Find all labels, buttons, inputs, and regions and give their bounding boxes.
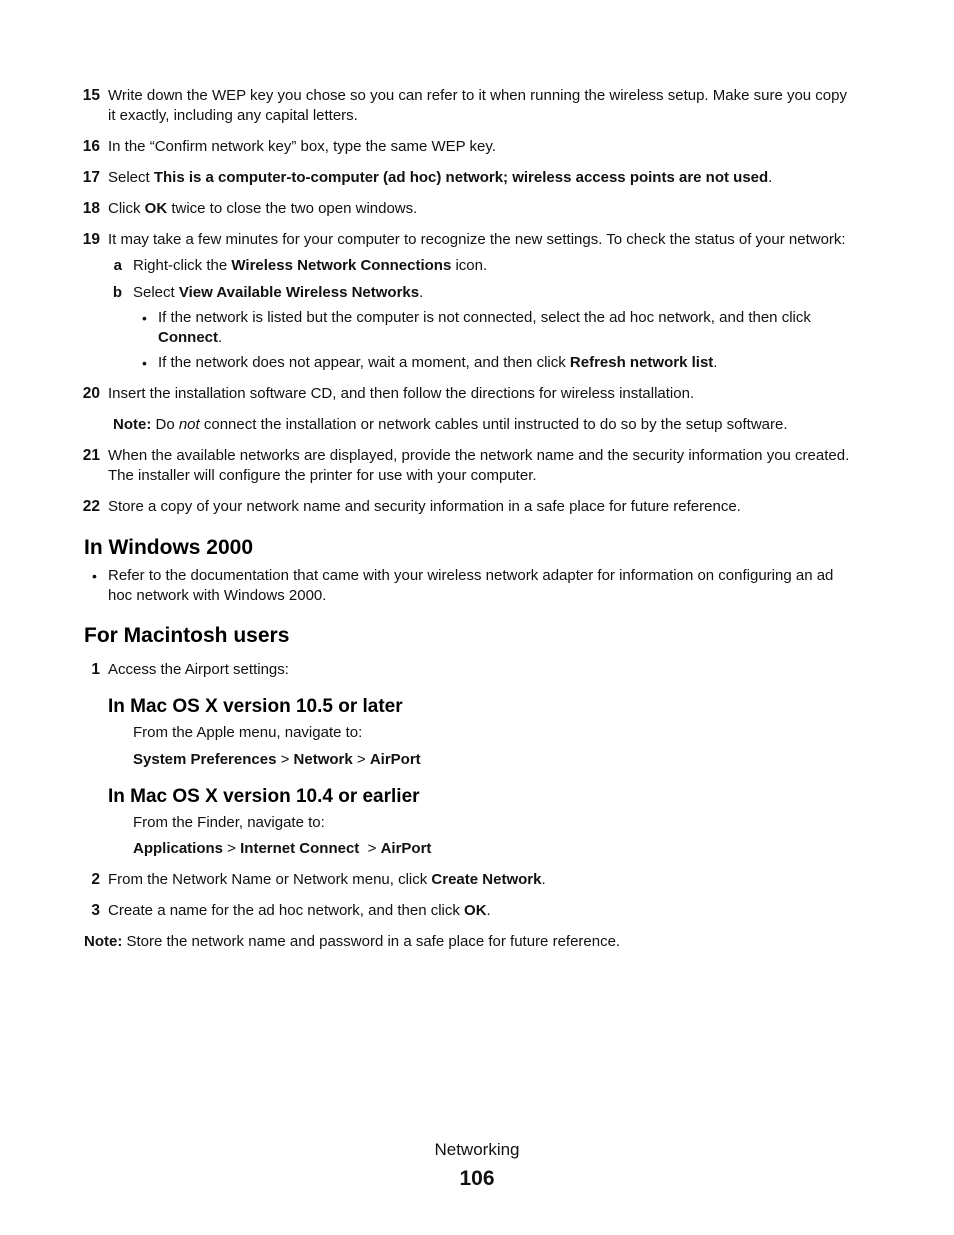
text-run: Store the network name and password in a safe place for future reference. xyxy=(122,933,621,950)
bullet-text xyxy=(158,353,858,373)
text-run: If the network is listed but the computer is not connected, select the ad hoc network, and then click xyxy=(158,309,811,326)
text-run: From the Network Name or Network menu, click xyxy=(108,871,432,888)
step-number: 2 xyxy=(91,871,100,888)
text-run: Refer to the documentation that came with your wireless network adapter for information on configuring an ad xyxy=(108,567,834,584)
step-text: In the “Confirm network key” box, type the same WEP key. xyxy=(108,138,496,155)
substep-letter: b xyxy=(112,284,122,301)
text-run: Select xyxy=(108,169,154,186)
text-run: . xyxy=(713,354,718,371)
step-number: 3 xyxy=(91,902,100,919)
path-segment: AirPort xyxy=(369,751,421,768)
text-run: Select xyxy=(133,284,179,301)
step-text: Store a copy of your network name and security information in a safe place for future reference. xyxy=(108,498,741,515)
path-separator: > xyxy=(352,751,370,768)
instruction-text: From the Apple menu, navigate to: xyxy=(133,724,363,741)
bold-term: This is a computer-to-computer (ad hoc) network; wireless access points are not used xyxy=(153,169,769,186)
bold-term: Connect xyxy=(158,329,218,346)
step-text-line: The installer will configure the printer for use with your computer. xyxy=(108,467,537,484)
subsection-heading: In Mac OS X version 10.5 or later xyxy=(108,696,403,717)
text-run: connect the installation or network cables until instructed to do so by the setup software. xyxy=(199,416,788,433)
text-run: . xyxy=(419,284,424,301)
path-segment: System Preferences xyxy=(133,751,277,768)
bullet-icon: • xyxy=(142,310,147,326)
navigation-path xyxy=(133,839,873,859)
step-text-line: When the available networks are displayed, provide the network name and the security information you created. xyxy=(108,447,850,464)
step-number: 22 xyxy=(82,498,100,515)
note xyxy=(113,415,881,435)
substep-text xyxy=(133,256,873,276)
path-segment: Network xyxy=(293,751,353,768)
path-separator: > xyxy=(359,840,381,857)
path-segment: Internet Connect xyxy=(240,840,360,857)
text-run: twice to close the two open windows. xyxy=(167,200,418,217)
step-number: 21 xyxy=(82,447,100,464)
bold-term: OK xyxy=(464,902,487,919)
step-number: 16 xyxy=(82,138,100,155)
subsection-heading: In Mac OS X version 10.4 or earlier xyxy=(108,786,420,807)
path-segment: Applications xyxy=(133,840,224,857)
text-run: hoc network with Windows 2000. xyxy=(108,587,327,604)
step-number: 15 xyxy=(82,87,100,104)
substep-text xyxy=(133,283,873,303)
note xyxy=(84,932,852,952)
italic-term: not xyxy=(178,416,200,433)
section-heading: In Windows 2000 xyxy=(84,536,254,559)
text-run: . xyxy=(768,169,773,186)
text-run: Right-click the xyxy=(133,257,232,274)
page-number: 106 xyxy=(459,1167,495,1190)
text-run: . xyxy=(541,871,546,888)
bold-term: OK xyxy=(144,200,168,217)
text-run: . xyxy=(486,902,491,919)
step-number: 19 xyxy=(82,231,100,248)
bold-term: Create Network xyxy=(431,871,542,888)
step-text-line: Write down the WEP key you chose so you can refer to it when running the wireless setup. Make sure you copy xyxy=(108,87,847,104)
bullet-text xyxy=(158,308,858,348)
text-run: Click xyxy=(108,200,145,217)
step-text-line: it exactly, including any capital letters. xyxy=(108,107,358,124)
text-run: If the network does not appear, wait a moment, and then click xyxy=(158,354,570,371)
step-text xyxy=(108,870,876,890)
step-text xyxy=(108,199,876,219)
text-run: . xyxy=(218,329,223,346)
step-number: 1 xyxy=(91,661,100,678)
step-text xyxy=(108,901,876,921)
step-text xyxy=(108,168,876,188)
footer-section-name: Networking xyxy=(434,1140,520,1159)
note-label: Note: xyxy=(113,416,152,433)
path-separator: > xyxy=(223,840,241,857)
bold-term: Refresh network list xyxy=(569,354,714,371)
instruction-text: From the Finder, navigate to: xyxy=(133,814,325,831)
section-heading: For Macintosh users xyxy=(84,624,290,647)
navigation-path xyxy=(133,750,873,770)
text-run: icon. xyxy=(451,257,488,274)
step-text: Insert the installation software CD, and then follow the directions for wireless installation. xyxy=(108,385,695,402)
text-run: Do xyxy=(151,416,179,433)
step-number: 17 xyxy=(82,169,100,186)
step-number: 18 xyxy=(82,200,100,217)
path-separator: > xyxy=(276,751,294,768)
note-label: Note: xyxy=(84,933,123,950)
step-text xyxy=(108,446,876,486)
bullet-text xyxy=(108,566,876,606)
step-text: It may take a few minutes for your computer to recognize the new settings. To check the status of your network: xyxy=(108,231,846,248)
bold-term: Wireless Network Connections xyxy=(231,257,452,274)
step-number: 20 xyxy=(82,385,100,402)
bullet-icon: • xyxy=(142,355,147,371)
path-segment: AirPort xyxy=(380,840,432,857)
bullet-icon: • xyxy=(92,568,97,584)
text-run: Create a name for the ad hoc network, and then click xyxy=(108,902,465,919)
substep-letter: a xyxy=(113,257,122,274)
step-text: Access the Airport settings: xyxy=(108,661,289,678)
bold-term: View Available Wireless Networks xyxy=(178,284,420,301)
step-text xyxy=(108,86,876,126)
